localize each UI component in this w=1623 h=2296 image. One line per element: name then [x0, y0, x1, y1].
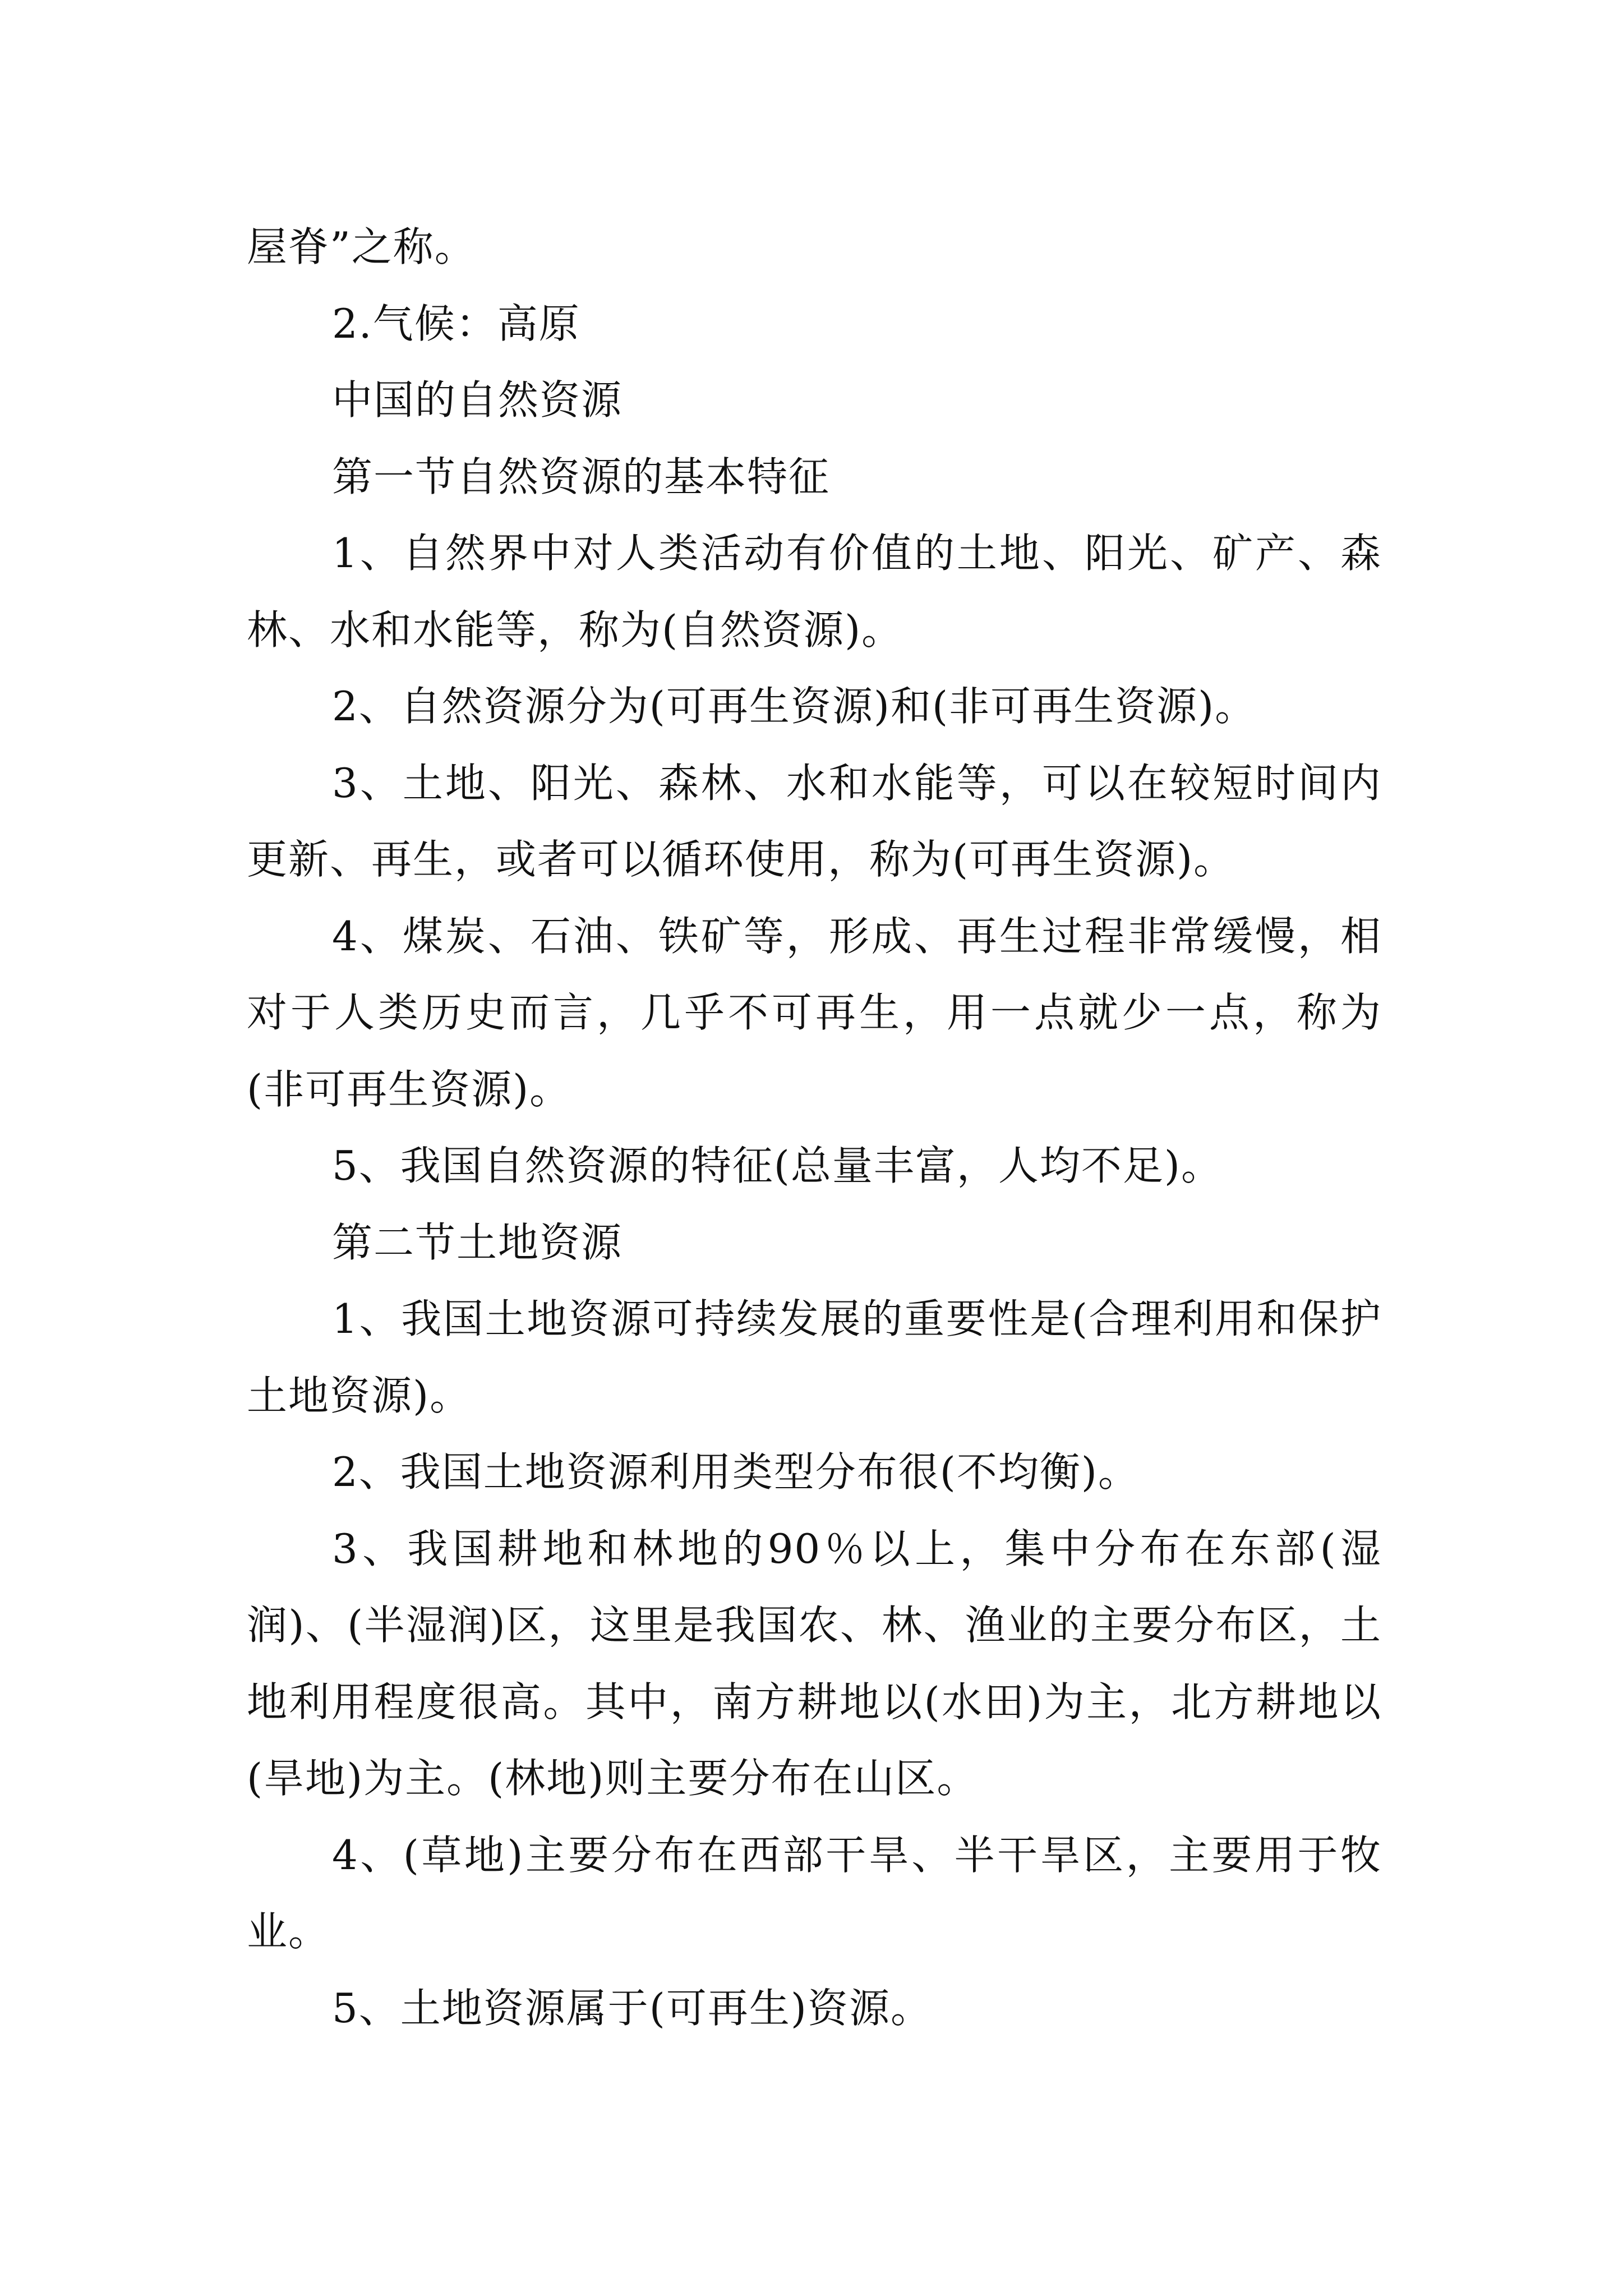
section2-item-2: 2、我国土地资源利用类型分布很(不均衡)。	[332, 1448, 1140, 1496]
section1-item-4: 4、煤炭、石油、铁矿等，形成、再生过程非常缓慢，相对于人类历史而言，几乎不可再生，用一点就少一点，称为(非可再生资源)。	[247, 912, 1382, 1113]
section1-item-5: 5、我国自然资源的特征(总量丰富，人均不足)。	[332, 1142, 1223, 1189]
section2-item-3: 3、我国耕地和林地的90％以上，集中分布在东部(湿润)、(半湿润)区，这里是我国农、林、渔业的主要分布区，土地利用程度很高。其中，南方耕地以(水田)为主，北方耕地以(旱地)为主。(林地)则主要分布在山区。	[247, 1525, 1382, 1802]
section1-item-3: 3、土地、阳光、森林、水和水能等，可以在较短时间内更新、再生，或者可以循环使用，称为(可再生资源)。	[247, 759, 1382, 883]
section2-item-5: 5、土地资源属于(可再生)资源。	[332, 1984, 932, 2032]
document-body	[247, 209, 1382, 2046]
paragraph-climate: 2.气候：高原	[332, 300, 580, 347]
section1-item-2: 2、自然资源分为(可再生资源)和(非可再生资源)。	[332, 683, 1257, 730]
paragraph-continuation: 屋脊”之称。	[247, 223, 476, 270]
section2-item-4: 4、(草地)主要分布在西部干旱、半干旱区，主要用于牧业。	[247, 1831, 1382, 1955]
section2-item-1: 1、我国土地资源可持续发展的重要性是(合理利用和保护土地资源)。	[247, 1295, 1382, 1419]
section-title-1: 第一节自然资源的基本特征	[332, 453, 831, 500]
chapter-title: 中国的自然资源	[332, 376, 623, 424]
section-title-2: 第二节土地资源	[332, 1218, 623, 1266]
section1-item-1: 1、自然界中对人类活动有价值的土地、阳光、矿产、森林、水和水能等，称为(自然资源)。	[247, 530, 1382, 654]
